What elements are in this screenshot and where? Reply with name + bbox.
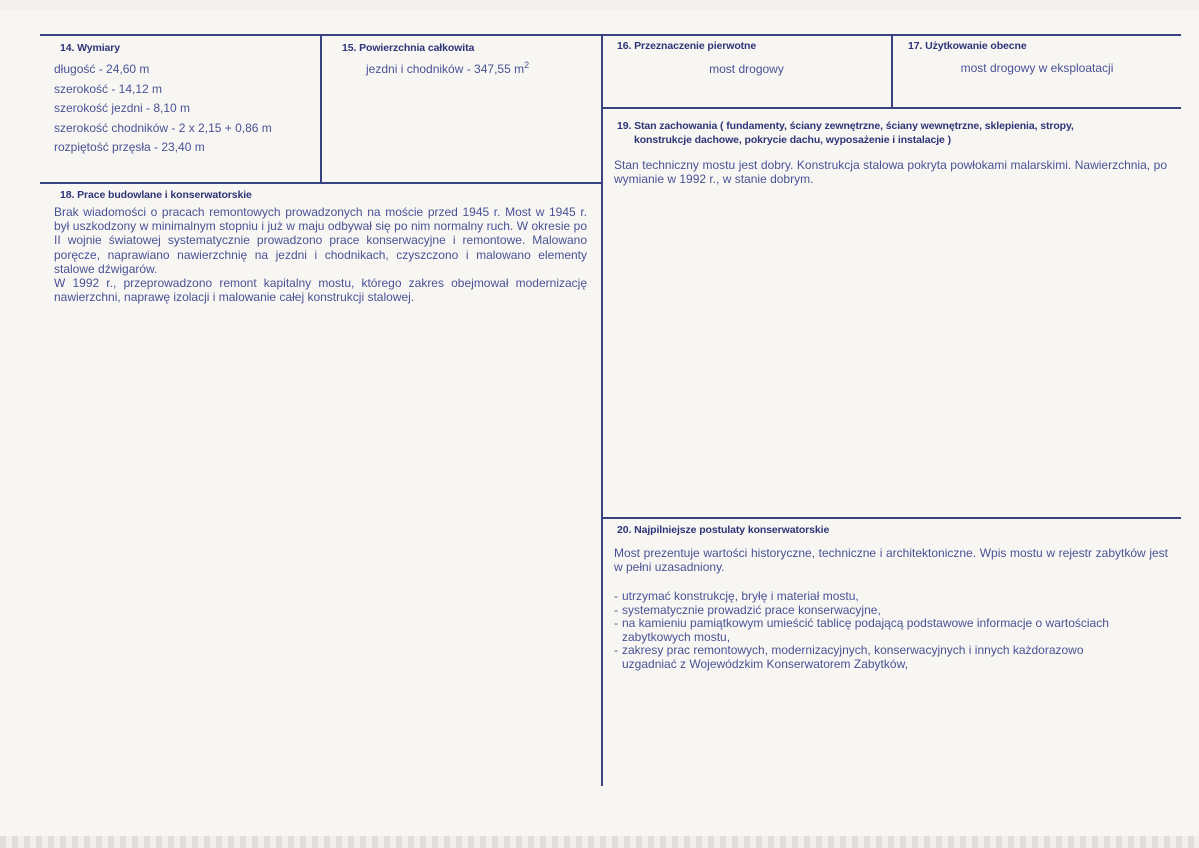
- section-20-list: [614, 590, 1124, 672]
- top-border-line: [40, 34, 1181, 36]
- line-below-14-15: [40, 182, 602, 184]
- postulate-item: - utrzymać konstrukcję, bryłę i materiał mostu,: [614, 590, 1124, 604]
- paper-top-edge: [0, 0, 1199, 10]
- dimension-roadway-width: szerokość jezdni - 8,10 m: [54, 101, 191, 115]
- postulate-item: - systematycznie prowadzić prace konserwacyjne,: [614, 604, 1124, 618]
- dimension-length: długość - 24,60 m: [54, 62, 150, 76]
- paper-bottom-edge: [0, 836, 1199, 848]
- section-20-intro: Most prezentuje wartości historyczne, techniczne i architektoniczne. Wpis mostu w rejestr zabytków jest w pełni uzasadniony.: [614, 546, 1168, 575]
- section-17-value: most drogowy w eksploatacji: [960, 61, 1114, 75]
- section-14-title: 14. Wymiary: [60, 42, 120, 54]
- center-divider: [601, 34, 603, 786]
- area-unit-superscript: 2: [524, 60, 530, 70]
- section-18-text: [54, 205, 587, 304]
- section-18-title: 18. Prace budowlane i konserwatorskie: [60, 189, 252, 201]
- postulate-item: - zakresy prac remontowych, modernizacyjnych, konserwacyjnych i innych każdorazowo uzgadniać z Wojewódzkim Konserwatorem Zabytków,: [614, 644, 1124, 671]
- section-14-dimensions: [54, 60, 272, 158]
- dimension-span: rozpiętość przęsła - 23,40 m: [54, 140, 205, 154]
- section-19-title-line1: 19. Stan zachowania ( fundamenty, ściany zewnętrzne, ściany wewnętrzne, sklepienia, stropy,: [617, 120, 1074, 132]
- postulate-item: - na kamieniu pamiątkowym umieścić tablicę podającą podstawowe informacje o wartościach zabytkowych mostu,: [614, 617, 1124, 644]
- dimension-width: szerokość - 14,12 m: [54, 81, 163, 96]
- section-17-title: 17. Użytkowanie obecne: [908, 40, 1027, 52]
- section-15-title: 15. Powierzchnia całkowita: [342, 42, 475, 54]
- works-paragraph-1: Brak wiadomości o pracach remontowych prowadzonych na moście przed 1945 r. Most w 1945 r. był uszkodzony w minimalnym stopniu i już w maju odbywał się po nim normalny ruch. W okresie po II wojnie światowej systematycznie prowadzono prace konserwacyjne i remontowe. Malowano poręcze, naprawiano nawierzchnię na jezdni i chodnikach, czyszczono i malowano elementy stalowe dźwigarów.: [54, 205, 587, 276]
- dimension-sidewalk-width: szerokość chodników - 2 x 2,15 + 0,86 m: [54, 120, 272, 135]
- line-above-20: [601, 517, 1181, 519]
- section-16-value: most drogowy: [709, 62, 784, 76]
- total-area-value: jezdni i chodników - 347,55 m: [366, 62, 525, 76]
- works-paragraph-2: W 1992 r., przeprowadzono remont kapitalny mostu, którego zakres obejmował modernizację nawierzchni, naprawę izolacji i malowanie całej konstrukcji stalowej.: [54, 276, 587, 305]
- section-16-title: 16. Przeznaczenie pierwotne: [617, 40, 757, 52]
- line-below-16-17: [601, 107, 1181, 109]
- section-19-text: Stan techniczny mostu jest dobry. Konstrukcja stalowa pokryta powłokami malarskimi. Nawierzchnia, po wymianie w 1992 r., w stanie dobrym.: [614, 158, 1167, 187]
- section-19-title-line2: konstrukcje dachowe, pokrycie dachu, wyposażenie i instalacje ): [634, 134, 951, 146]
- divider-14-15: [320, 34, 322, 182]
- section-20-title: 20. Najpilniejsze postulaty konserwatorskie: [617, 524, 830, 536]
- section-15-value: [366, 60, 529, 80]
